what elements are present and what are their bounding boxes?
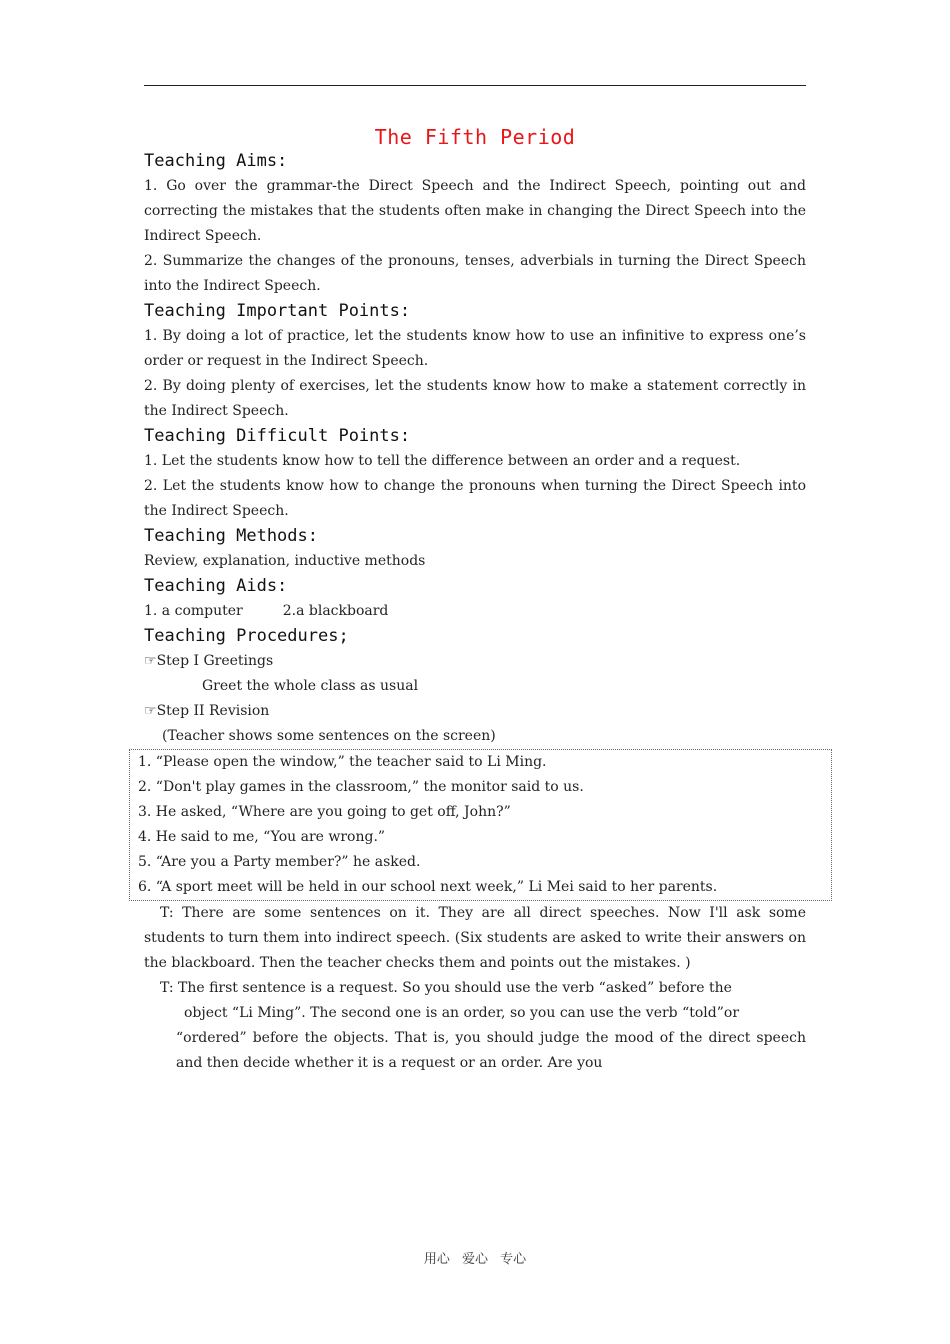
- aims-heading: Teaching Aims:: [144, 151, 288, 171]
- header-rule: [144, 85, 806, 86]
- procedures-heading: Teaching Procedures;: [144, 626, 349, 646]
- step2-note: (Teacher shows some sentences on the screen): [162, 728, 496, 744]
- difficult-item-2: 2. Let the students know how to change the pronouns when turning the Direct Speech into the Indirect Speech.: [144, 478, 806, 519]
- important-item-1: 1. By doing a lot of practice, let the students know how to use an infinitive to express one’s order or request in the Indirect Speech.: [144, 328, 806, 369]
- page-footer: 用心 爱心 专心: [423, 1252, 527, 1267]
- pointing-hand-icon: ☞: [144, 653, 157, 669]
- aids-item-2: 2.a blackboard: [282, 603, 389, 619]
- step1-line: [144, 649, 806, 674]
- step2-line: [144, 699, 806, 724]
- sentence-3: 3. He asked, “Where are you going to get off, John?”: [138, 804, 511, 820]
- important-item-2: 2. By doing plenty of exercises, let the students know how to make a statement correctly in the Indirect Speech.: [144, 378, 806, 419]
- teacher-paragraph-2c: “ordered” before the objects. That is, you should judge the mood of the direct speech and then decide whether it is a request or an order. Are you: [176, 1030, 806, 1071]
- teacher-paragraph-2b: object “Li Ming”. The second one is an order, so you can use the verb “told”or: [184, 1005, 740, 1021]
- difficult-heading: Teaching Difficult Points:: [144, 426, 411, 446]
- aims-item-2: 2. Summarize the changes of the pronouns, tenses, adverbials in turning the Direct Speech into the Indirect Speech.: [144, 253, 806, 294]
- aids-item-1: 1. a computer: [144, 603, 243, 619]
- sentence-6: 6. “A sport meet will be held in our school next week,” Li Mei said to her parents.: [138, 879, 718, 895]
- difficult-item-1: 1. Let the students know how to tell the difference between an order and a request.: [144, 453, 741, 469]
- aims-item-1: 1. Go over the grammar-the Direct Speech and the Indirect Speech, pointing out and correcting the mistakes that the students often make in changing the Direct Speech into the Indirect Speech.: [144, 178, 806, 244]
- sentence-4: 4. He said to me, “You are wrong.”: [138, 829, 386, 845]
- aids-items: [144, 599, 806, 624]
- screen-sentences-box: [129, 749, 832, 901]
- methods-text: Review, explanation, inductive methods: [144, 553, 426, 569]
- step2-label: Step II Revision: [156, 703, 270, 719]
- pointing-hand-icon: ☞: [144, 703, 157, 719]
- sentence-2: 2. “Don't play games in the classroom,” the monitor said to us.: [138, 779, 584, 795]
- teacher-paragraph-1: T: There are some sentences on it. They are all direct speeches. Now I'll ask some students to turn them into indirect speech. (Six students are asked to write their answers on the blackboard. Then the teacher checks them and points out the mistakes. ): [144, 905, 806, 971]
- document-body: [138, 149, 806, 1076]
- teacher-paragraph-2a: T: The first sentence is a request. So you should use the verb “asked” before the: [160, 980, 732, 996]
- sentence-5: 5. “Are you a Party member?” he asked.: [138, 854, 421, 870]
- step1-label: Step I Greetings: [156, 653, 274, 669]
- step1-text: Greet the whole class as usual: [202, 678, 419, 694]
- important-heading: Teaching Important Points:: [144, 301, 411, 321]
- methods-heading: Teaching Methods:: [144, 526, 318, 546]
- aids-heading: Teaching Aids:: [144, 576, 288, 596]
- page-title: The Fifth Period: [374, 125, 576, 149]
- sentence-1: 1. “Please open the window,” the teacher said to Li Ming.: [138, 754, 547, 770]
